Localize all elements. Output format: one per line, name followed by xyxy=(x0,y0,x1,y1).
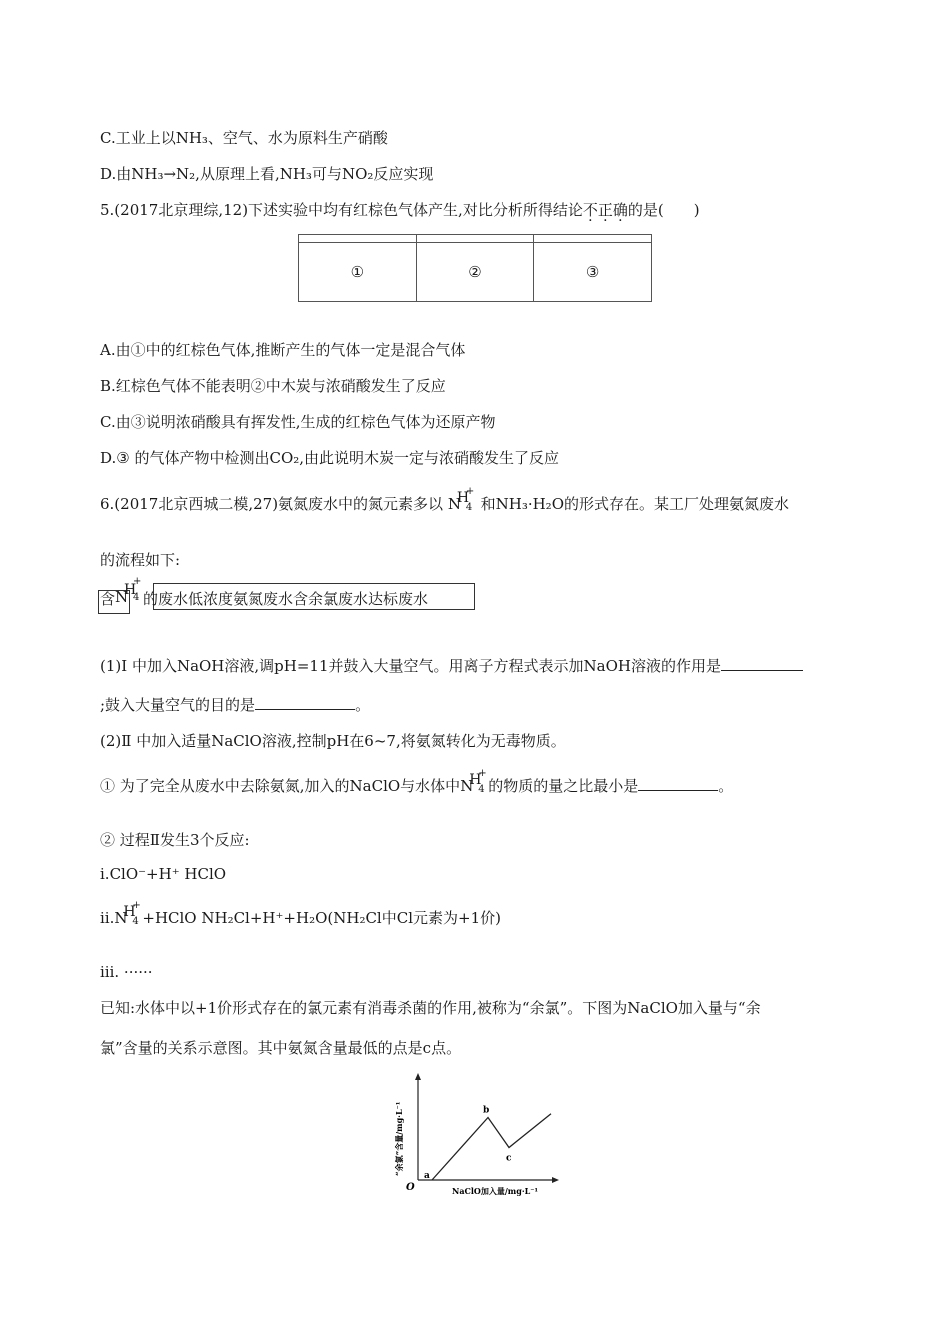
table-cell-3: ③ xyxy=(534,243,652,302)
known-text-1: 已知:水体中以+1价形式存在的氯元素有消毒杀菌的作用,被称为“余氯”。下图为NaClO加入量与“余 xyxy=(100,999,761,1017)
emph-char: 正 xyxy=(597,201,613,219)
flow-chart: 含 N H + 4 的废水低浓度氨氮废水含余氯废水达标废水 xyxy=(100,576,429,608)
y-axis-label: “余氯”含量/mg·L⁻¹ xyxy=(394,1101,404,1176)
ammonium-ion: N H + 4 xyxy=(447,486,475,513)
reaction-1: ⅰ.ClO⁻+H⁺ HClO xyxy=(100,865,227,883)
q5-text: 5.(2017北京理综,12)下述实验中均有红棕色气体产生,对比分析所得结论 xyxy=(100,201,583,219)
experiment-table xyxy=(298,234,652,302)
part-2: (2)Ⅱ 中加入适量NaClO溶液,控制pH在6~7,将氨氮转化为无毒物质。 xyxy=(100,732,566,750)
ammonium-ion: N H + 4 xyxy=(114,900,141,927)
reaction-2: ⅱ. N H + 4 +HClO NH₂Cl+H⁺+H₂O(NH₂Cl中Cl元素为+1价) xyxy=(100,900,501,927)
part-1-cont: ;鼓入大量空气的目的是 。 xyxy=(100,696,371,714)
option-c: C.工业上以NH₃、空气、水为原料生产硝酸 xyxy=(100,129,388,147)
point-label-c: c xyxy=(506,1153,512,1164)
part-1: (1)Ⅰ 中加入NaOH溶液,调pH=11并鼓入大量空气。用离子方程式表示加NaOH溶液的作用是 xyxy=(100,656,803,676)
residual-chlorine-chart xyxy=(380,1072,560,1200)
q5-option-d: D.③ 的气体产物中检测出CO₂,由此说明木炭一定与浓硝酸发生了反应 xyxy=(100,449,560,467)
part-2-1: ① 为了完全从废水中去除氨氮,加入的NaClO与水体中 N H + 4 的物质的量之比最小是 。 xyxy=(100,768,734,795)
question-6: 6.(2017北京西城二模,27)氨氮废水中的氮元素多以 N H + 4 和NH₃·H₂O的形式存在。某工厂处理氨氮废水 xyxy=(100,486,789,513)
x-axis-label: NaClO加入量/mg·L⁻¹ xyxy=(452,1186,538,1196)
point-label-b: b xyxy=(483,1105,490,1116)
q5-option-c: C.由③说明浓硝酸具有挥发性,生成的红棕色气体为还原产物 xyxy=(100,413,496,431)
ammonium-ion: N H + 4 xyxy=(460,768,487,795)
q6-line-2: 的流程如下: xyxy=(100,551,181,569)
table-cell-2: ② xyxy=(416,243,534,302)
q5-text-end: 的是( ) xyxy=(627,201,700,219)
question-5 xyxy=(100,200,700,220)
q5-option-b: B.红棕色气体不能表明②中木炭与浓硝酸发生了反应 xyxy=(100,377,446,395)
x-axis-arrow xyxy=(552,1177,559,1183)
y-axis-arrow xyxy=(415,1073,421,1080)
part-2-2: ② 过程Ⅱ发生3个反应: xyxy=(100,831,250,849)
flow-line xyxy=(153,609,475,610)
emph-char: 确 xyxy=(612,201,628,219)
answer-blank xyxy=(638,776,718,791)
table-cell-1: ① xyxy=(299,243,417,302)
known-text-2: 氯”含量的关系示意图。其中氨氮含量最低的点是c点。 xyxy=(100,1039,462,1057)
origin-label: O xyxy=(406,1182,415,1193)
series-line xyxy=(432,1114,551,1180)
answer-blank xyxy=(721,656,803,671)
emph-char: 不 xyxy=(582,201,598,219)
ammonium-ion: N H + 4 xyxy=(115,576,142,606)
q5-option-a: A.由①中的红棕色气体,推断产生的气体一定是混合气体 xyxy=(100,341,466,359)
option-d: D.由NH₃→N₂,从原理上看,NH₃可与NO₂反应实现 xyxy=(100,165,434,183)
point-label-a: a xyxy=(424,1171,430,1181)
answer-blank xyxy=(255,695,355,710)
reaction-3: ⅲ. ······ xyxy=(100,963,153,981)
